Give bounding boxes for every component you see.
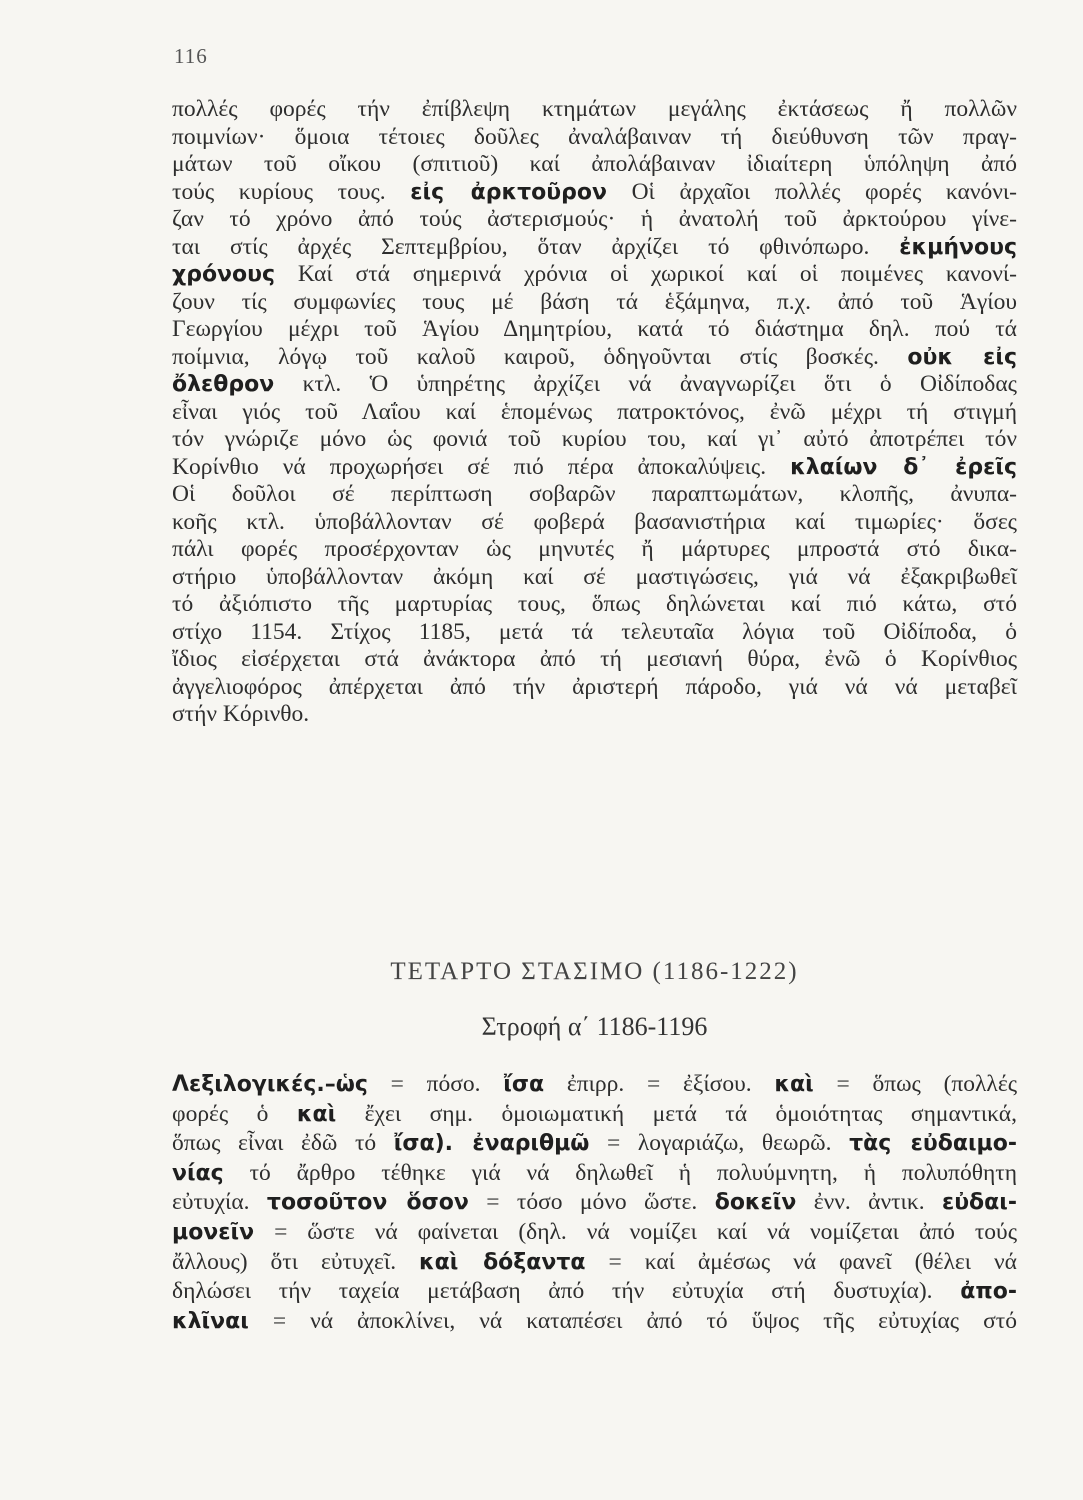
lemma-term: εὐδαι- — [941, 1190, 1017, 1216]
text-run: = νά ἀποκλίνει, νά καταπέσει ἀπό τό ὕψος τῆς εὐτυχίας στό — [248, 1307, 1017, 1334]
text-run: τό ἄρθρο τέθηκε γιά νά δηλωθεῖ ἡ πολυύμνητη, ἡ πολυπόθητη — [223, 1159, 1017, 1186]
text-run: φορές ὁ — [172, 1100, 297, 1127]
commentary-line — [172, 96, 1017, 124]
text-run: = ὅπως (πολλές — [813, 1071, 1018, 1097]
lemma-term: ἀπο- — [960, 1279, 1017, 1305]
text-run: ποίμνια, λόγῳ τοῦ καλοῦ καιροῦ, ὁδηγοῦνται στίς βοσκές. — [172, 343, 908, 370]
glossary-line — [172, 1248, 1017, 1278]
lemma-term: ἴσα — [503, 1072, 545, 1097]
text-run: = λογαριάζω, θεωρῶ. — [589, 1130, 850, 1157]
commentary-line — [172, 261, 1017, 289]
glossary-line — [172, 1100, 1017, 1130]
lemma-term: καὶ — [296, 1101, 337, 1127]
commentary-line — [172, 619, 1017, 647]
commentary-line — [172, 316, 1017, 344]
section-subtitle: Στροφή α΄ 1186-1196 — [481, 1012, 708, 1041]
text-run: τόν γνώριζε μόνο ὡς φονιά τοῦ κυρίου του, καί γι᾽ αὐτό ἀποτρέπει τόν — [172, 426, 1017, 452]
lemma-term: κλῖναι — [172, 1308, 249, 1334]
commentary-line — [172, 536, 1017, 564]
glossary-line — [172, 1277, 1017, 1307]
text-run: = ὥστε νά φαίνεται (δηλ. νά νομίζει καί νά νομίζεται ἀπό τούς — [254, 1218, 1017, 1245]
commentary-line — [172, 371, 1017, 399]
text-run: στήν Κόρινθο. — [172, 701, 310, 727]
commentary-line — [172, 426, 1017, 454]
text-run: πάλι φορές προσέρχονταν ὡς μηνυτές ἤ μάρτυρες μπροστά στό δικα- — [172, 536, 1017, 562]
lemma-term: οὐκ εἰς — [907, 344, 1017, 370]
lemma-term: καὶ δόξαντα — [419, 1249, 586, 1275]
text-run: ἀγγελιοφόρος ἀπέρχεται ἀπό τήν ἀριστερή πάροδο, γιά νά νά μεταβεῖ — [172, 673, 1017, 700]
text-run: εὐτυχία. — [172, 1189, 267, 1216]
text-run: Γεωργίου μέχρι τοῦ Ἁγίου Δημητρίου, κατά τό διάστημα δηλ. πού τά — [172, 316, 1017, 342]
text-run: = τόσο μόνο ὥστε. — [468, 1189, 715, 1216]
text-run: = πόσο. — [367, 1071, 504, 1097]
text-run: Κορίνθιο νά προχωρήσει σέ πιό πέρα ἀποκαλύψεις. — [172, 453, 791, 480]
text-run: στίχο 1154. Στίχος 1185, μετά τά τελευταῖα λόγια τοῦ Οἰδίποδα, ὁ — [172, 618, 1017, 645]
commentary-line — [172, 674, 1017, 702]
text-run: ὅπως εἶναι ἐδῶ τό — [172, 1130, 394, 1157]
lemma-term: χρόνους — [172, 262, 276, 287]
commentary-line — [172, 701, 1017, 729]
commentary-line — [172, 179, 1017, 207]
lemma-term: κλαίων δ᾽ ἐρεῖς — [790, 454, 1017, 480]
commentary-line — [172, 591, 1017, 619]
text-run: στήριο ὑποβάλλονταν ἀκόμη καί σέ μαστιγώσεις, γιά νά ἐξακριβωθεῖ — [172, 563, 1017, 590]
commentary-line — [172, 234, 1017, 262]
commentary-line — [172, 124, 1017, 152]
text-run: Καί στά σημερινά χρόνια οἱ χωρικοί καί οἱ ποιμένες κανονί- — [275, 261, 1017, 287]
glossary-line — [172, 1188, 1017, 1218]
commentary-line — [172, 481, 1017, 509]
text-run: εἶναι γιός τοῦ Λαΐου καί ἑπομένως πατροκτόνος, ἐνῶ μέχρι τή στιγμή — [172, 398, 1017, 425]
commentary-line — [172, 509, 1017, 537]
lemma-term: δοκεῖν — [714, 1190, 797, 1216]
lemma-term: ἴσα). ἐναριθμῶ — [393, 1131, 590, 1157]
lemma-term: ὄλεθρον — [172, 372, 275, 397]
commentary-line — [172, 646, 1017, 674]
text-run: ἴδιος εἰσέρχεται στά ἀνάκτορα ἀπό τή μεσιανή θύρα, ἐνῶ ὁ Κορίνθιος — [172, 646, 1017, 672]
text-run: δηλώσει τήν ταχεία μετάβαση ἀπό τήν εὐτυχία στή δυστυχία). — [172, 1278, 961, 1305]
commentary-line — [172, 151, 1017, 179]
text-run: κοῆς κτλ. ὑποβάλλονταν σέ φοβερά βασανιστήρια καί τιμωρίες· ὅσες — [172, 508, 1017, 535]
text-run: ται στίς ἀρχές Σεπτεμβρίου, ὅταν ἀρχίζει τό φθινόπωρο. — [172, 233, 900, 260]
lemma-term: μονεῖν — [172, 1219, 255, 1245]
text-run: ἐπιρρ. = ἐξίσου. — [544, 1071, 775, 1097]
text-run: τούς κυρίους τους. — [172, 178, 411, 205]
lemma-term: ἐκμήνους — [899, 234, 1017, 260]
text-run: ζαν τό χρόνο ἀπό τούς ἀστερισμούς· ἡ ἀνατολή τοῦ ἀρκτούρου γίνε- — [172, 206, 1017, 232]
lemma-term: τὰς εὐδαιμο- — [849, 1131, 1017, 1157]
text-run: ἄλλους) ὅτι εὐτυχεῖ. — [172, 1248, 420, 1275]
glossary-line — [172, 1307, 1017, 1337]
text-run: Οἱ ἀρχαῖοι πολλές φορές κανόνι- — [606, 178, 1017, 205]
text-run: ζουν τίς συμφωνίες τους μέ βάση τά ἑξάμηνα, π.χ. ἀπό τοῦ Ἁγίου — [172, 288, 1017, 315]
text-run: μάτων τοῦ οἴκου (σπιτιοῦ) καί ἀπολάβαιναν ἰδιαίτερη ὑπόληψη ἀπό — [172, 151, 1017, 177]
lemma-term: καὶ — [774, 1072, 814, 1097]
text-run: Οἱ δοῦλοι σέ περίπτωση σοβαρῶν παραπτωμάτων, κλοπῆς, ἀνυπα- — [172, 481, 1017, 507]
text-run: ἐνν. ἀντικ. — [796, 1189, 942, 1216]
commentary-line — [172, 564, 1017, 592]
glossary-line — [172, 1159, 1017, 1189]
text-run: τό ἀξιόπιστο τῆς μαρτυρίας τους, ὅπως δηλώνεται καί πιό κάτω, στό — [172, 591, 1017, 617]
text-run: κτλ. Ὁ ὑπηρέτης ἀρχίζει νά ἀναγνωρίζει ὅτι ὁ Οἰδίποδας — [274, 371, 1017, 397]
glossary-line — [172, 1070, 1017, 1100]
text-run: ποιμνίων· ὅμοια τέτοιες δοῦλες ἀναλάβαιναν τή διεύθυνση τῶν πραγ- — [172, 123, 1017, 150]
text-run: πολλές φορές τήν ἐπίβλεψη κτημάτων μεγάλης ἐκτάσεως ἤ πολλῶν — [172, 96, 1017, 122]
page-number: 116 — [174, 44, 208, 68]
lemma-term: Λεξιλογικές.–ὡς — [172, 1072, 368, 1097]
section-title: ΤΕΤΑΡΤΟ ΣΤΑΣΙΜΟ (1186-1222) — [390, 958, 799, 985]
commentary-line — [172, 454, 1017, 482]
commentary-text — [172, 96, 1017, 729]
text-run: ἔχει σημ. ὁμοιωματική μετά τά ὁμοιότητας σημαντικά, — [336, 1100, 1017, 1127]
commentary-line — [172, 344, 1017, 372]
commentary-line — [172, 289, 1017, 317]
lemma-term: νίας — [172, 1160, 224, 1186]
lemma-term: εἰς ἀρκτοῦρον — [410, 179, 607, 205]
glossary-line — [172, 1129, 1017, 1159]
glossary-text — [172, 1070, 1017, 1336]
glossary-line — [172, 1218, 1017, 1248]
lemma-term: τοσοῦτον ὅσον — [266, 1190, 469, 1216]
text-run: = καί ἀμέσως νά φανεῖ (θέλει νά — [585, 1248, 1017, 1275]
commentary-line — [172, 206, 1017, 234]
commentary-line — [172, 399, 1017, 427]
